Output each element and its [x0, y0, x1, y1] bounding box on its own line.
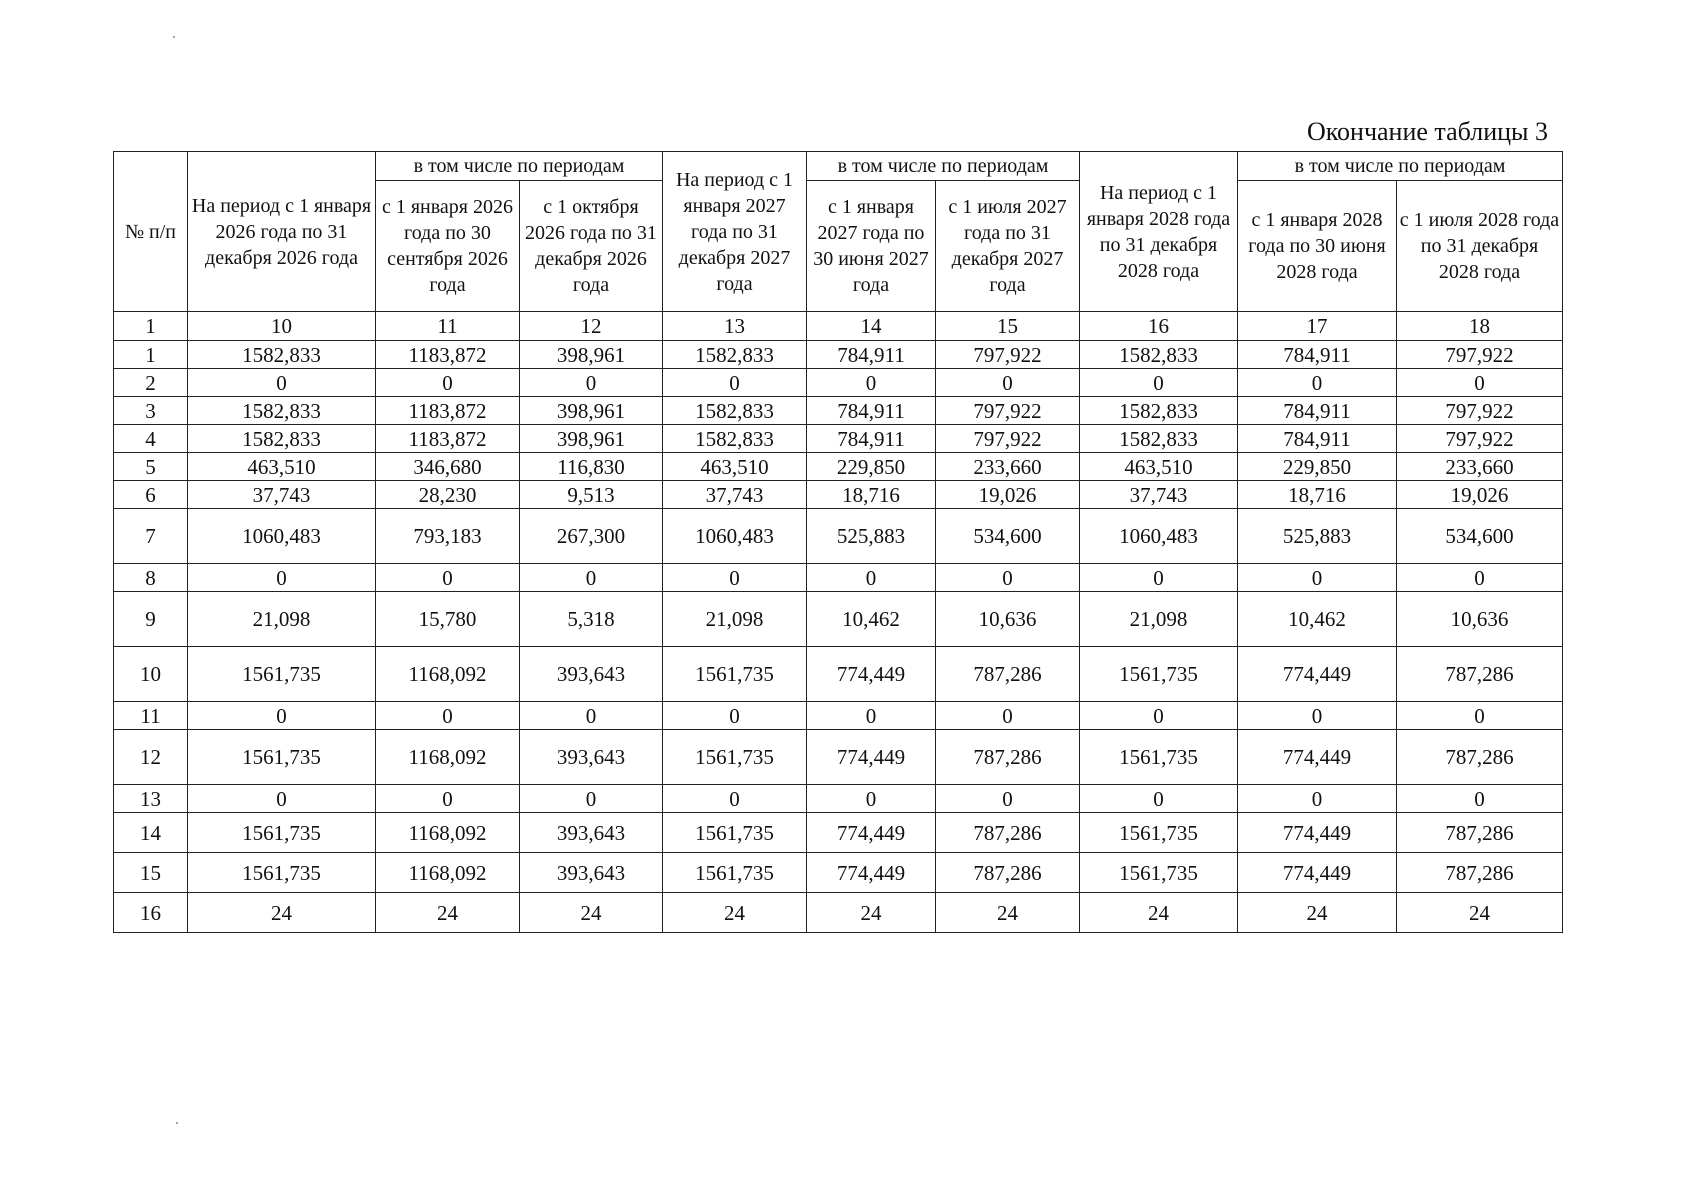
- value-cell: 19,026: [936, 481, 1080, 509]
- value-cell: 21,098: [188, 592, 376, 647]
- row-number-cell: 10: [114, 647, 188, 702]
- value-cell: 0: [188, 369, 376, 397]
- row-number-cell: 5: [114, 453, 188, 481]
- column-number: 16: [1080, 312, 1238, 341]
- column-number: 12: [520, 312, 663, 341]
- value-cell: 116,830: [520, 453, 663, 481]
- value-cell: 1582,833: [188, 425, 376, 453]
- value-cell: 797,922: [1397, 425, 1563, 453]
- column-number: 1: [114, 312, 188, 341]
- row-number-cell: 7: [114, 509, 188, 564]
- table-row: [114, 481, 1563, 509]
- value-cell: 787,286: [936, 813, 1080, 853]
- value-cell: 1183,872: [376, 341, 520, 369]
- row-number-cell: 4: [114, 425, 188, 453]
- value-cell: 393,643: [520, 853, 663, 893]
- scan-speck: [176, 1122, 178, 1124]
- value-cell: 787,286: [1397, 730, 1563, 785]
- value-cell: 1060,483: [663, 509, 807, 564]
- header-col17: с 1 января 2028 года по 30 июня 2028 года: [1238, 181, 1397, 312]
- value-cell: 10,462: [1238, 592, 1397, 647]
- header-col10: На период с 1 января 2026 года по 31 декабря 2026 года: [188, 152, 376, 312]
- value-cell: 0: [520, 785, 663, 813]
- value-cell: 534,600: [1397, 509, 1563, 564]
- row-number-cell: 9: [114, 592, 188, 647]
- value-cell: 24: [1397, 893, 1563, 933]
- value-cell: 0: [1238, 369, 1397, 397]
- value-cell: 267,300: [520, 509, 663, 564]
- table-row: [114, 369, 1563, 397]
- value-cell: 797,922: [1397, 341, 1563, 369]
- value-cell: 525,883: [1238, 509, 1397, 564]
- table-row: [114, 702, 1563, 730]
- scan-speck: [173, 36, 175, 38]
- value-cell: 0: [807, 785, 936, 813]
- value-cell: 28,230: [376, 481, 520, 509]
- value-cell: 0: [188, 702, 376, 730]
- value-cell: 9,513: [520, 481, 663, 509]
- value-cell: 24: [376, 893, 520, 933]
- value-cell: 0: [936, 702, 1080, 730]
- value-cell: 0: [188, 564, 376, 592]
- header-col18: с 1 июля 2028 года по 31 декабря 2028 года: [1397, 181, 1563, 312]
- value-cell: 784,911: [1238, 341, 1397, 369]
- column-number-row: [114, 312, 1563, 341]
- value-cell: 784,911: [1238, 397, 1397, 425]
- value-cell: 5,318: [520, 592, 663, 647]
- value-cell: 774,449: [1238, 647, 1397, 702]
- value-cell: 0: [1080, 785, 1238, 813]
- value-cell: 0: [1080, 369, 1238, 397]
- header-col15: с 1 июля 2027 года по 31 декабря 2027 года: [936, 181, 1080, 312]
- row-number-cell: 15: [114, 853, 188, 893]
- value-cell: 0: [1238, 702, 1397, 730]
- value-cell: 0: [663, 702, 807, 730]
- value-cell: 774,449: [1238, 853, 1397, 893]
- value-cell: 1561,735: [663, 813, 807, 853]
- value-cell: 797,922: [936, 341, 1080, 369]
- value-cell: 0: [936, 564, 1080, 592]
- header-col11: с 1 января 2026 года по 30 сентября 2026 года: [376, 181, 520, 312]
- value-cell: 24: [1080, 893, 1238, 933]
- value-cell: 1582,833: [663, 397, 807, 425]
- value-cell: 1168,092: [376, 647, 520, 702]
- value-cell: 1561,735: [1080, 647, 1238, 702]
- value-cell: 1561,735: [663, 647, 807, 702]
- value-cell: 37,743: [188, 481, 376, 509]
- row-number-cell: 2: [114, 369, 188, 397]
- value-cell: 797,922: [936, 425, 1080, 453]
- value-cell: 24: [188, 893, 376, 933]
- table-row: [114, 893, 1563, 933]
- value-cell: 393,643: [520, 813, 663, 853]
- value-cell: 0: [1238, 564, 1397, 592]
- value-cell: 0: [807, 564, 936, 592]
- table-row: [114, 453, 1563, 481]
- value-cell: 0: [1238, 785, 1397, 813]
- value-cell: 0: [663, 369, 807, 397]
- value-cell: 774,449: [807, 647, 936, 702]
- table-row: [114, 730, 1563, 785]
- value-cell: 787,286: [936, 647, 1080, 702]
- value-cell: 1561,735: [188, 730, 376, 785]
- value-cell: 10,636: [1397, 592, 1563, 647]
- table-row: [114, 647, 1563, 702]
- value-cell: 1582,833: [663, 341, 807, 369]
- table-row: [114, 785, 1563, 813]
- value-cell: 24: [807, 893, 936, 933]
- table-row: [114, 592, 1563, 647]
- value-cell: 1561,735: [1080, 730, 1238, 785]
- value-cell: 784,911: [1238, 425, 1397, 453]
- row-number-cell: 6: [114, 481, 188, 509]
- value-cell: 0: [188, 785, 376, 813]
- value-cell: 1168,092: [376, 813, 520, 853]
- header-num: № п/п: [114, 152, 188, 312]
- column-number: 15: [936, 312, 1080, 341]
- value-cell: 0: [376, 702, 520, 730]
- value-cell: 19,026: [1397, 481, 1563, 509]
- value-cell: 1168,092: [376, 730, 520, 785]
- column-number: 13: [663, 312, 807, 341]
- value-cell: 1183,872: [376, 425, 520, 453]
- value-cell: 0: [376, 564, 520, 592]
- row-number-cell: 1: [114, 341, 188, 369]
- table-row: [114, 564, 1563, 592]
- row-number-cell: 3: [114, 397, 188, 425]
- table-body: [114, 312, 1563, 933]
- value-cell: 229,850: [1238, 453, 1397, 481]
- value-cell: 0: [1397, 564, 1563, 592]
- value-cell: 0: [376, 369, 520, 397]
- header-col12: с 1 октября 2026 года по 31 декабря 2026 года: [520, 181, 663, 312]
- value-cell: 1060,483: [188, 509, 376, 564]
- value-cell: 0: [807, 369, 936, 397]
- value-cell: 21,098: [663, 592, 807, 647]
- value-cell: 774,449: [807, 813, 936, 853]
- value-cell: 774,449: [807, 730, 936, 785]
- row-number-cell: 13: [114, 785, 188, 813]
- value-cell: 784,911: [807, 341, 936, 369]
- value-cell: 18,716: [1238, 481, 1397, 509]
- value-cell: 1060,483: [1080, 509, 1238, 564]
- value-cell: 1582,833: [188, 341, 376, 369]
- value-cell: 24: [1238, 893, 1397, 933]
- table-row: [114, 813, 1563, 853]
- value-cell: 534,600: [936, 509, 1080, 564]
- row-number-cell: 12: [114, 730, 188, 785]
- value-cell: 15,780: [376, 592, 520, 647]
- value-cell: 0: [376, 785, 520, 813]
- value-cell: 787,286: [936, 853, 1080, 893]
- value-cell: 0: [1397, 369, 1563, 397]
- value-cell: 346,680: [376, 453, 520, 481]
- value-cell: 24: [663, 893, 807, 933]
- value-cell: 1561,735: [1080, 813, 1238, 853]
- value-cell: 793,183: [376, 509, 520, 564]
- value-cell: 1561,735: [663, 730, 807, 785]
- table-row: [114, 397, 1563, 425]
- value-cell: 1582,833: [188, 397, 376, 425]
- header-group-2028: в том числе по периодам: [1238, 152, 1563, 181]
- header-col16: На период с 1 января 2028 года по 31 декабря 2028 года: [1080, 152, 1238, 312]
- value-cell: 0: [663, 564, 807, 592]
- column-number: 10: [188, 312, 376, 341]
- value-cell: 1561,735: [188, 813, 376, 853]
- value-cell: 0: [1080, 564, 1238, 592]
- value-cell: 1183,872: [376, 397, 520, 425]
- value-cell: 10,636: [936, 592, 1080, 647]
- value-cell: 233,660: [1397, 453, 1563, 481]
- value-cell: 787,286: [1397, 647, 1563, 702]
- column-number: 18: [1397, 312, 1563, 341]
- value-cell: 0: [520, 564, 663, 592]
- value-cell: 1561,735: [188, 853, 376, 893]
- header-group-2026: в том числе по периодам: [376, 152, 663, 181]
- value-cell: 24: [520, 893, 663, 933]
- row-number-cell: 16: [114, 893, 188, 933]
- value-cell: 393,643: [520, 647, 663, 702]
- value-cell: 21,098: [1080, 592, 1238, 647]
- value-cell: 1561,735: [663, 853, 807, 893]
- value-cell: 393,643: [520, 730, 663, 785]
- value-cell: 229,850: [807, 453, 936, 481]
- header-col14: с 1 января 2027 года по 30 июня 2027 года: [807, 181, 936, 312]
- value-cell: 0: [936, 369, 1080, 397]
- value-cell: 787,286: [1397, 853, 1563, 893]
- value-cell: 1561,735: [188, 647, 376, 702]
- value-cell: 1582,833: [1080, 341, 1238, 369]
- row-number-cell: 14: [114, 813, 188, 853]
- value-cell: 797,922: [936, 397, 1080, 425]
- row-number-cell: 11: [114, 702, 188, 730]
- table-row: [114, 509, 1563, 564]
- value-cell: 10,462: [807, 592, 936, 647]
- value-cell: 463,510: [1080, 453, 1238, 481]
- value-cell: 37,743: [1080, 481, 1238, 509]
- value-cell: 1582,833: [663, 425, 807, 453]
- value-cell: 787,286: [936, 730, 1080, 785]
- table-row: [114, 341, 1563, 369]
- value-cell: 0: [1397, 702, 1563, 730]
- table-caption: Окончание таблицы 3: [1306, 117, 1548, 146]
- value-cell: 0: [936, 785, 1080, 813]
- column-number: 11: [376, 312, 520, 341]
- value-cell: 0: [1397, 785, 1563, 813]
- value-cell: 463,510: [663, 453, 807, 481]
- value-cell: 774,449: [1238, 730, 1397, 785]
- value-cell: 398,961: [520, 341, 663, 369]
- value-cell: 1582,833: [1080, 397, 1238, 425]
- value-cell: 784,911: [807, 425, 936, 453]
- column-number: 14: [807, 312, 936, 341]
- column-number: 17: [1238, 312, 1397, 341]
- value-cell: 463,510: [188, 453, 376, 481]
- table-row: [114, 853, 1563, 893]
- value-cell: 0: [1080, 702, 1238, 730]
- header-col13: На период с 1 января 2027 года по 31 декабря 2027 года: [663, 152, 807, 312]
- value-cell: 18,716: [807, 481, 936, 509]
- value-cell: 774,449: [807, 853, 936, 893]
- value-cell: 797,922: [1397, 397, 1563, 425]
- value-cell: 784,911: [807, 397, 936, 425]
- table-row: [114, 425, 1563, 453]
- data-table: [113, 151, 1563, 933]
- value-cell: 398,961: [520, 397, 663, 425]
- row-number-cell: 8: [114, 564, 188, 592]
- header-group-2027: в том числе по периодам: [807, 152, 1080, 181]
- value-cell: 0: [520, 369, 663, 397]
- value-cell: 774,449: [1238, 813, 1397, 853]
- value-cell: 0: [663, 785, 807, 813]
- value-cell: 1168,092: [376, 853, 520, 893]
- value-cell: 1561,735: [1080, 853, 1238, 893]
- value-cell: 787,286: [1397, 813, 1563, 853]
- value-cell: 0: [807, 702, 936, 730]
- value-cell: 37,743: [663, 481, 807, 509]
- value-cell: 1582,833: [1080, 425, 1238, 453]
- value-cell: 233,660: [936, 453, 1080, 481]
- value-cell: 0: [520, 702, 663, 730]
- value-cell: 525,883: [807, 509, 936, 564]
- value-cell: 24: [936, 893, 1080, 933]
- value-cell: 398,961: [520, 425, 663, 453]
